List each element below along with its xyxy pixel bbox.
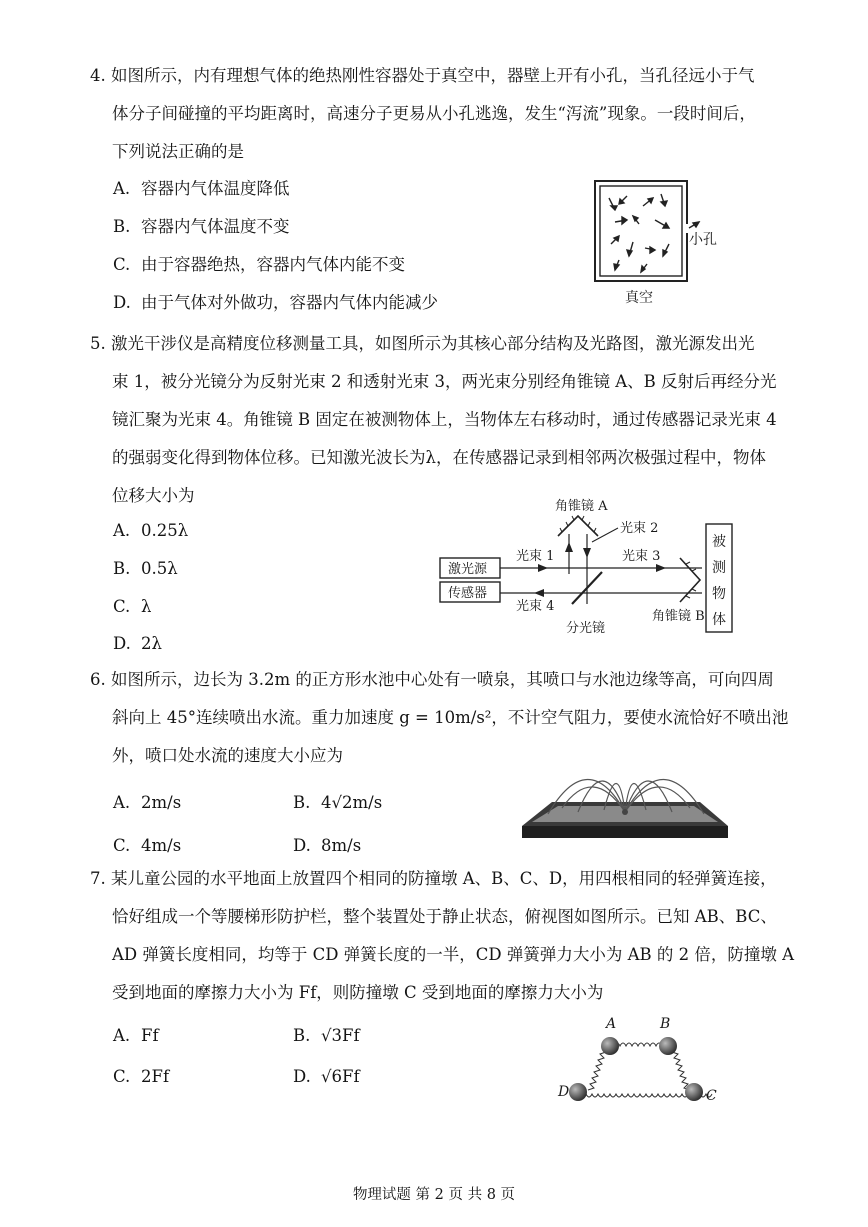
q6-option-b[interactable]: B. 4√2m/s (293, 793, 383, 812)
hole-label: 小孔 (689, 232, 717, 248)
q4-option-a[interactable]: A. 容器内气体温度降低 (113, 179, 290, 198)
q7-option-c[interactable]: C. 2Ff (113, 1067, 170, 1086)
question-5-line-5: 位移大小为 (112, 486, 195, 505)
question-4-line-1: 4. 如图所示，内有理想气体的绝热刚性容器处于真空中，器壁上开有小孔，当孔径远小于气 (90, 66, 755, 85)
q6-option-a[interactable]: A. 2m/s (113, 793, 182, 812)
q6-option-d[interactable]: D. 8m/s (293, 836, 362, 855)
bumper-d (569, 1083, 587, 1101)
bumper-a (601, 1037, 619, 1055)
splitter-label: 分光镜 (566, 621, 606, 636)
question-4-line-3: 下列说法正确的是 (112, 142, 244, 161)
bumper-c (685, 1083, 703, 1101)
question-4-line-2: 体分子间碰撞的平均距离时，高速分子更易从小孔逃逸，发生“泻流”现象。一段时间后， (112, 104, 756, 123)
q5-option-c[interactable]: C. λ (113, 597, 152, 616)
q7-trapezoid-figure (554, 1012, 726, 1104)
question-7-line-2: 恰好组成一个等腰梯形防护栏，整个装置处于静止状态，俯视图如图所示。已知 AB、BC、 (112, 907, 777, 926)
q5-option-a[interactable]: A. 0.25λ (113, 521, 189, 540)
q4-container-figure (585, 176, 735, 311)
beam-3-label: 光束 3 (622, 549, 661, 564)
label-b: B (660, 1016, 671, 1032)
question-5-line-2: 束 1，被分光镜分为反射光束 2 和透射光束 3，两光束分别经角锥镜 A、B 反射后再经分光 (112, 372, 777, 391)
sensor-label: 传感器 (448, 586, 488, 601)
q7-option-b[interactable]: B. √3Ff (293, 1026, 360, 1045)
q7-option-a[interactable]: A. Ff (113, 1026, 159, 1045)
q6-option-c[interactable]: C. 4m/s (113, 836, 182, 855)
label-d: D (558, 1084, 570, 1100)
object-char-3: 物 (712, 586, 726, 602)
vacuum-label: 真空 (625, 290, 653, 306)
q5-option-b[interactable]: B. 0.5λ (113, 559, 178, 578)
q5-interferometer-figure (430, 492, 740, 637)
object-char-4: 体 (712, 612, 726, 628)
question-5-line-1: 5. 激光干涉仪是高精度位移测量工具，如图所示为其核心部分结构及光路图，激光源发出光 (90, 334, 755, 353)
question-7-line-1: 7. 某儿童公园的水平地面上放置四个相同的防撞墩 A、B、C、D，用四根相同的轻弹簧连接， (90, 869, 777, 888)
q5-option-d[interactable]: D. 2λ (113, 634, 162, 653)
bumper-b (659, 1037, 677, 1055)
question-5-line-3: 镜汇聚为光束 4。角锥镜 B 固定在被测物体上，当物体左右移动时，通过传感器记录光束 4 (112, 410, 777, 429)
label-c: C (706, 1088, 717, 1104)
object-char-1: 被 (712, 534, 726, 550)
label-a: A (606, 1016, 617, 1032)
question-6-line-1: 6. 如图所示，边长为 3.2m 的正方形水池中心处有一喷泉，其喷口与水池边缘等高，可向四周 (90, 670, 774, 689)
q4-option-b[interactable]: B. 容器内气体温度不变 (113, 217, 290, 236)
q6-fountain-figure (518, 756, 732, 840)
beam-1-label: 光束 1 (516, 549, 555, 564)
beam-4-label: 光束 4 (516, 599, 555, 614)
question-6-line-3: 外，喷口处水流的速度大小应为 (112, 746, 343, 765)
q7-option-d[interactable]: D. √6Ff (293, 1067, 360, 1086)
object-char-2: 测 (712, 560, 726, 576)
q4-option-c[interactable]: C. 由于容器绝热，容器内气体内能不变 (113, 255, 405, 274)
question-5-line-4: 的强弱变化得到物体位移。已知激光波长为λ，在传感器记录到相邻两次极强过程中，物体 (112, 448, 766, 467)
question-6-line-2: 斜向上 45°连续喷出水流。重力加速度 g = 10m/s²，不计空气阻力，要使水流恰好不喷出池 (112, 708, 789, 727)
question-7-line-4: 受到地面的摩擦力大小为 Ff，则防撞墩 C 受到地面的摩擦力大小为 (112, 983, 604, 1002)
page-footer: 物理试题 第 2 页 共 8 页 (352, 1187, 516, 1203)
q4-option-d[interactable]: D. 由于气体对外做功，容器内气体内能减少 (113, 293, 438, 312)
question-7-line-3: AD 弹簧长度相同，均等于 CD 弹簧长度的一半，CD 弹簧弹力大小为 AB 的 2 倍，防撞墩 A (112, 945, 795, 964)
mirror-b-label: 角锥镜 B (652, 609, 705, 624)
beam-2-label: 光束 2 (620, 521, 659, 536)
laser-label: 激光源 (448, 562, 488, 577)
mirror-a-label: 角锥镜 A (555, 499, 608, 514)
